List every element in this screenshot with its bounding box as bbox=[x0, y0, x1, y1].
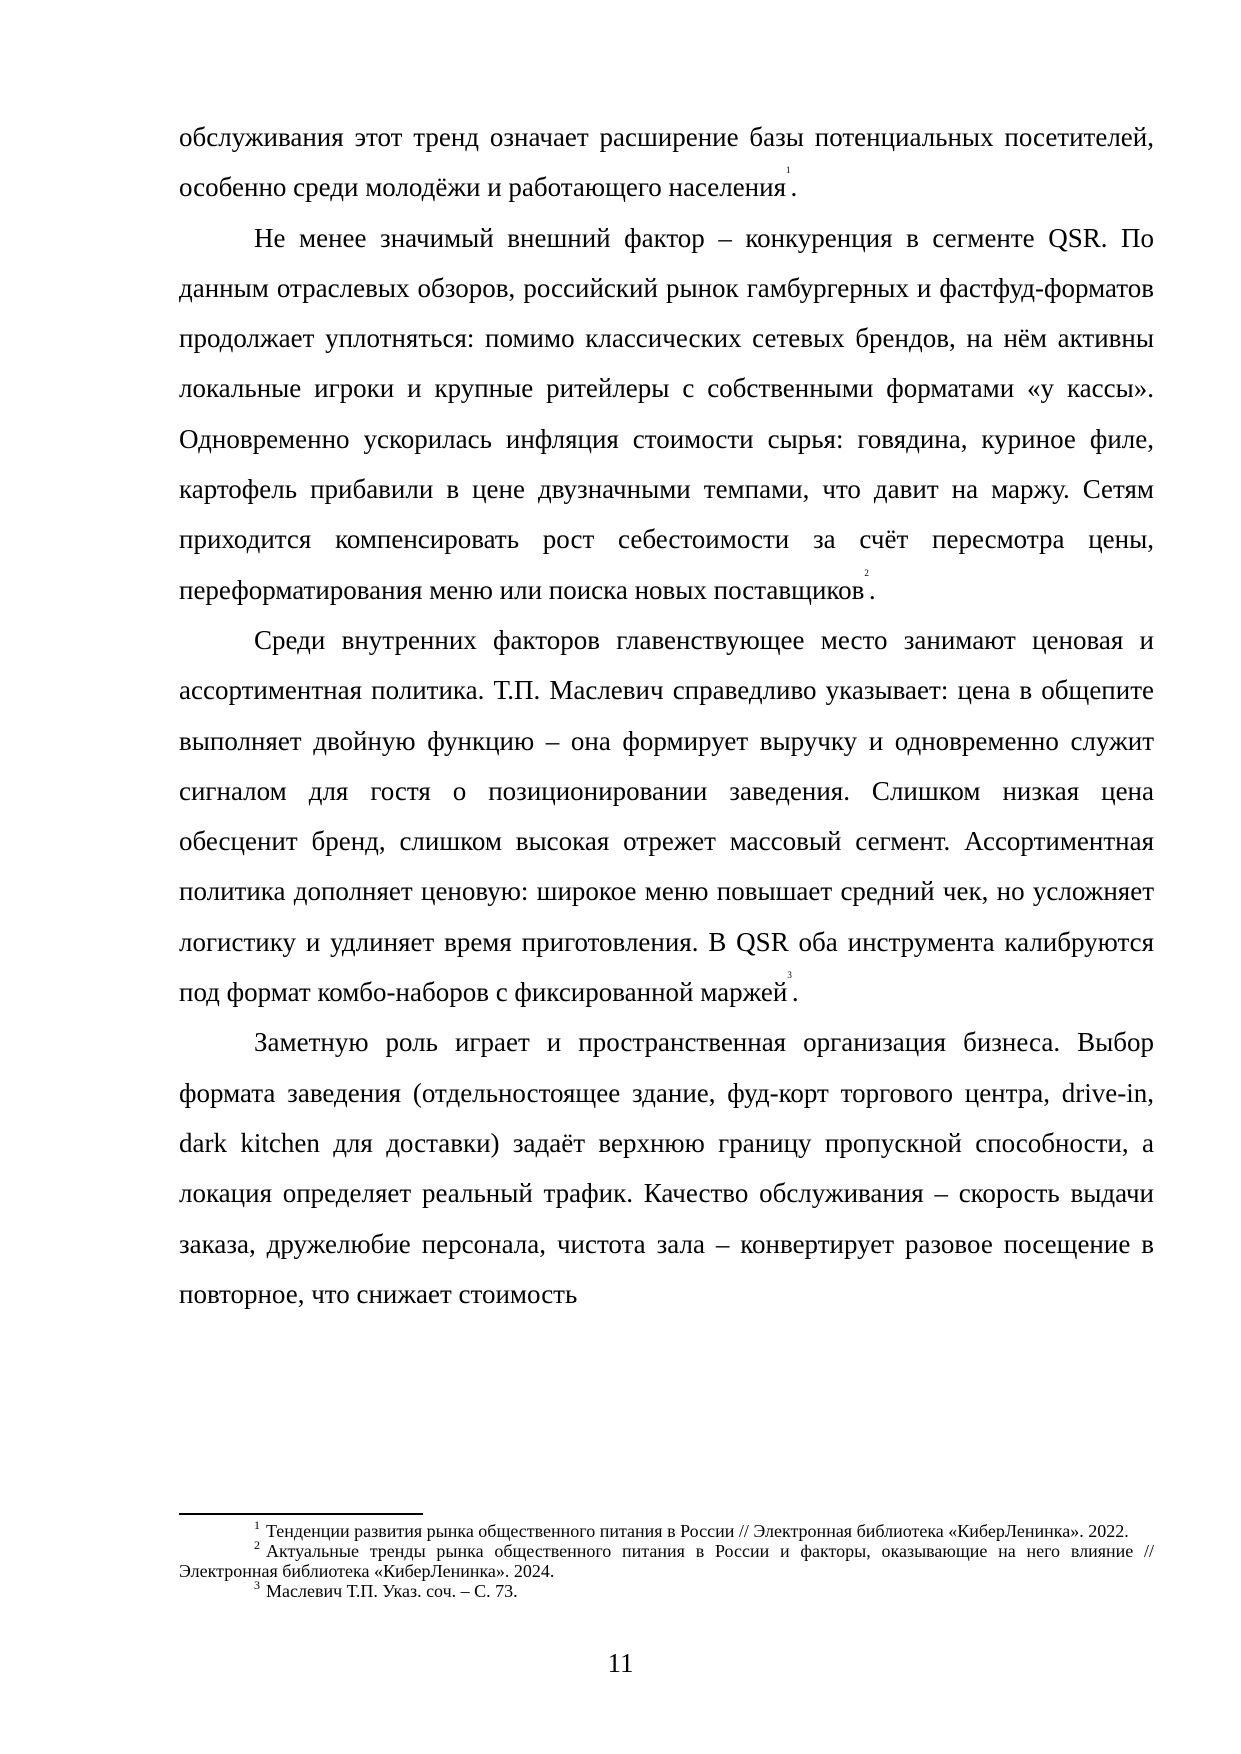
paragraph-tail: . bbox=[791, 977, 799, 1008]
paragraph-text: Не менее значимый внешний фактор – конкуренция в сегменте QSR. По данным отраслевых обзоров, российский рынок гамбургерных и фастфуд-форматов продолжает уплотняться: помимо классических сетевых брендов, на нём активны локальные игроки и крупные ритейлеры с собственными форматами «у кассы». Одновременно ускорилась инфляция стоимости сырья: говядина, куриное филе, картофель прибавили в цене двузначными темпами, что давит на маржу. Сетям приходится компенсировать рост себестоимости за счёт пересмотра цены, переформатирования меню или поиска новых поставщиков bbox=[179, 222, 1154, 605]
footnotes bbox=[179, 1518, 1154, 1601]
paragraph-text: обслуживания этот тренд означает расширение базы потенциальных посетителей, особенно среди молодёжи и работающего населения bbox=[179, 122, 1154, 203]
paragraph-text: Заметную роль играет и пространственная организация бизнеса. Выбор формата заведения (отдельностоящее здание, фуд-корт торгового центра, drive-in, dark kitchen для доставки) задаёт верхнюю границу пропускной способности, а локация определяет реальный трафик. Качество обслуживания – скорость выдачи заказа, дружелюбие персонала, чистота зала – конвертирует разовое посещение в повторное, что снижает стоимость bbox=[179, 1027, 1154, 1309]
paragraph-tail: . bbox=[868, 574, 876, 605]
paragraph-internal-factors bbox=[179, 615, 1154, 1017]
footnote-text: Маслевич Т.П. Указ. соч. – С. 73. bbox=[266, 1581, 518, 1601]
footnote-number: 3 bbox=[254, 1578, 260, 1592]
body-text bbox=[179, 112, 1154, 1319]
paragraph-continuation bbox=[179, 112, 1154, 213]
footnote-number: 2 bbox=[254, 1538, 260, 1552]
footnote-reference[interactable]: 3 bbox=[787, 970, 792, 981]
footnote-reference[interactable]: 1 bbox=[786, 165, 791, 176]
footnote-text: Тенденции развития рынка общественного питания в России // Электронная библиотека «КиберЛенинка». 2022. bbox=[266, 1521, 1129, 1541]
paragraph-text: Среди внутренних факторов главенствующее место занимают ценовая и ассортиментная политика. Т.П. Маслевич справедливо указывает: цена в общепите выполняет двойную функцию – она формирует выручку и одновременно служит сигналом для гостя о позиционировании заведения. Слишком низкая цена обесценит бренд, слишком высокая отрежет массовый сегмент. Ассортиментная политика дополняет ценовую: широкое меню повышает средний чек, но усложняет логистику и удлиняет время приготовления. В QSR оба инструмента калибруются под формат комбо-наборов с фиксированной маржей bbox=[179, 624, 1154, 1008]
footnote-text: Актуальные тренды рынка общественного питания в России и факторы, оказывающие на него влияние // Электронная библиотека «КиберЛенинка». 2024. bbox=[179, 1541, 1154, 1581]
footnote-reference[interactable]: 2 bbox=[864, 567, 869, 578]
footnote bbox=[179, 1518, 1154, 1541]
page-number: 11 bbox=[607, 1648, 634, 1678]
footnote-separator bbox=[179, 1513, 423, 1515]
footnote bbox=[179, 1538, 1154, 1581]
footnote bbox=[179, 1578, 1154, 1601]
paragraph-competition bbox=[179, 213, 1154, 615]
paragraph-tail: . bbox=[790, 172, 798, 203]
footnote-number: 1 bbox=[254, 1518, 260, 1532]
paragraph-spatial-organization bbox=[179, 1017, 1154, 1319]
